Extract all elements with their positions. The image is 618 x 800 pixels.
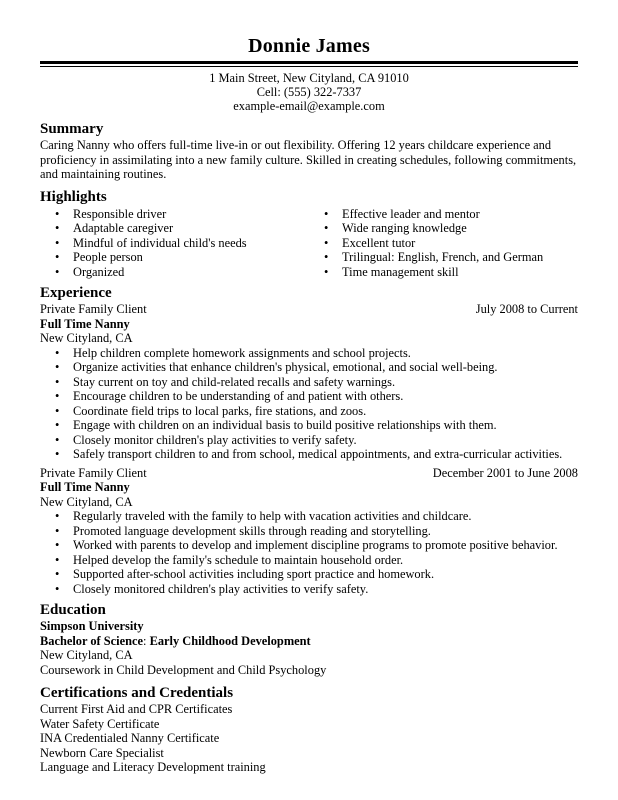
header-rule-thick [40,61,578,64]
education-school: Simpson University [40,619,144,633]
job-entry-2 [40,466,578,597]
list-item: • Time management skill [309,265,578,280]
education-degree-line [40,634,578,649]
job-location: New Cityland, CA [40,494,133,509]
list-item: Current First Aid and CPR Certificates [40,702,233,716]
list-item: • Organize activities that enhance children's physical, emotional, and social well-being. [40,360,578,375]
list-item: • Effective leader and mentor [309,207,578,222]
education-location: New Cityland, CA [40,648,133,662]
list-item: • Closely monitored children's play activities to verify safety. [40,582,578,597]
education-coursework: Coursework in Child Development and Child Psychology [40,662,327,677]
list-item: • Excellent tutor [309,236,578,251]
job-header [40,302,578,317]
highlights-grid [40,207,578,280]
header-rule-thin [40,66,578,67]
job-duties-list [40,346,578,462]
job-position: Full Time Nanny [40,316,130,331]
list-item: INA Credentialed Nanny Certificate [40,731,220,745]
education-heading: Education [40,602,106,618]
education-separator: : [143,633,150,648]
education-entry [40,619,578,677]
list-item: • Safely transport children to and from school, medical appointments, and extra-curricular activities. [40,447,578,462]
list-item: • People person [40,250,309,265]
job-employer: Private Family Client [40,465,147,480]
list-item: • Adaptable caregiver [40,221,309,236]
list-item: • Engage with children on an individual basis to build positive relationships with them. [40,418,578,433]
highlights-right-list [309,207,578,280]
resume-page [40,0,578,775]
contact-phone: Cell: (555) 322-7337 [256,85,362,99]
job-entry-1 [40,302,578,462]
list-item: • Regularly traveled with the family to help with vacation activities and childcare. [40,509,578,524]
highlights-left-list [40,207,309,280]
job-location: New Cityland, CA [40,331,133,345]
summary-text: Caring Nanny who offers full-time live-in or out flexibility. Offering 12 years childcare experience and proficiency in assimilating into a new family culture. Skilled in creating schedules, following commitments, and maintaining routines. [40,138,577,181]
experience-heading: Experience [40,285,112,301]
list-item: • Coordinate field trips to local parks, fire stations, and zoos. [40,404,578,419]
list-item: • Wide ranging knowledge [309,221,578,236]
job-dates: July 2008 to Current [475,302,578,316]
candidate-name: Donnie James [248,35,370,57]
education-major: Early Childhood Development [149,633,311,648]
list-item: • Organized [40,265,309,280]
list-item: • Help children complete homework assignments and school projects. [40,346,578,361]
job-dates: December 2001 to June 2008 [432,465,578,480]
list-item: Newborn Care Specialist [40,745,164,760]
list-item: Language and Literacy Development training [40,760,266,774]
list-item: • Responsible driver [40,207,309,222]
job-duties-list [40,509,578,596]
list-item: • Closely monitor children's play activities to verify safety. [40,433,578,448]
list-item: • Supported after-school activities including sport practice and homework. [40,567,578,582]
contact-email: example-email@example.com [233,99,385,113]
list-item: • Promoted language development skills through reading and storytelling. [40,524,578,539]
list-item: • Trilingual: English, French, and German [309,250,578,265]
list-item: • Encourage children to be understanding of and patient with others. [40,389,578,404]
list-item: • Helped develop the family's schedule to maintain household order. [40,553,578,568]
job-employer: Private Family Client [40,302,147,316]
highlights-heading: Highlights [40,188,107,205]
job-position: Full Time Nanny [40,480,130,494]
list-item: • Worked with parents to develop and implement discipline programs to promote positive behavior. [40,538,578,553]
summary-heading: Summary [40,121,104,137]
list-item: • Mindful of individual child's needs [40,236,309,251]
list-item: Water Safety Certificate [40,716,160,731]
list-item: • Stay current on toy and child-related recalls and safety warnings. [40,375,578,390]
job-header [40,466,578,481]
certifications-list [40,702,578,775]
contact-block [40,71,578,113]
contact-address: 1 Main Street, New Cityland, CA 91010 [209,71,409,85]
certifications-heading: Certifications and Credentials [40,685,234,701]
education-degree: Bachelor of Science [40,633,144,648]
